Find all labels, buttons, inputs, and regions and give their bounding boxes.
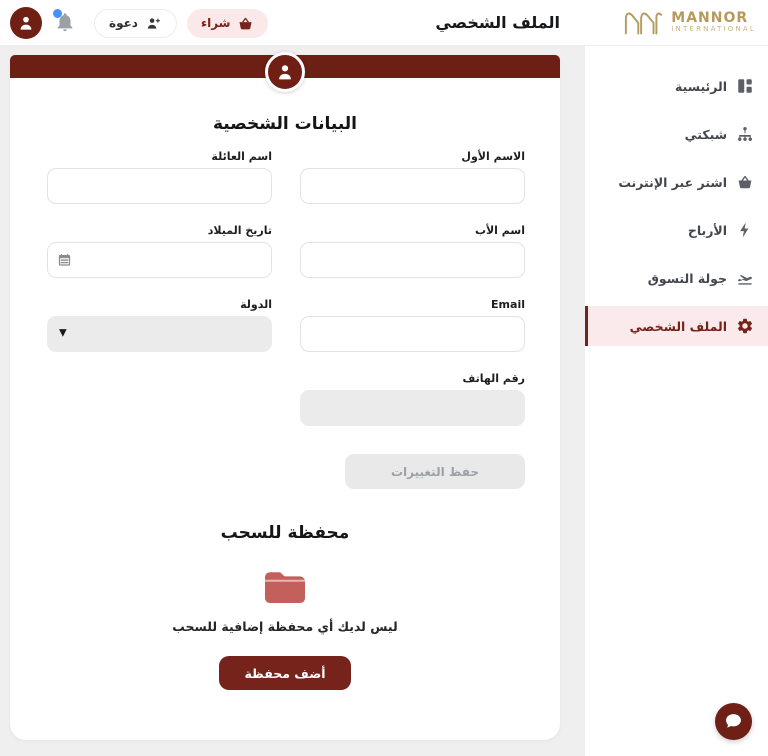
- country-select[interactable]: [47, 316, 272, 352]
- calendar-icon: [57, 253, 72, 268]
- first-name-input[interactable]: [300, 168, 525, 204]
- birth-date-input[interactable]: [47, 242, 272, 278]
- sidebar-item-earnings[interactable]: [585, 210, 768, 250]
- sidebar-nav: [585, 46, 768, 756]
- phone-input[interactable]: [300, 390, 525, 426]
- user-avatar-button[interactable]: [10, 7, 42, 39]
- country-field: [47, 298, 272, 352]
- gear-icon: [736, 317, 754, 335]
- sidebar-item-label: الملف الشخصي: [629, 318, 727, 334]
- logo-name: MANNOR: [671, 9, 749, 26]
- birth-date-field: [47, 224, 272, 278]
- basket-icon: [736, 173, 754, 191]
- save-changes-button[interactable]: حفظ التغييرات: [345, 454, 525, 489]
- family-name-field: [47, 150, 272, 204]
- notifications-button[interactable]: [54, 11, 78, 35]
- sidebar-item-label: الرئيسية: [675, 78, 727, 94]
- bolt-icon: [736, 221, 754, 239]
- family-name-label: اسم العائلة: [211, 150, 272, 163]
- wallet-heading: محفظة للسحب: [220, 523, 350, 543]
- buy-button-label: شراء: [200, 16, 231, 30]
- birth-date-label: تاريخ الميلاد: [207, 224, 272, 237]
- email-input[interactable]: [300, 316, 525, 352]
- sidebar-item-buy-online[interactable]: [585, 162, 768, 202]
- sidebar-item-label: اشتر عبر الإنترنت: [618, 174, 727, 190]
- profile-card: [10, 55, 560, 740]
- email-field: [300, 298, 525, 352]
- family-name-input[interactable]: [47, 168, 272, 204]
- first-name-label: الاسم الأول: [461, 150, 525, 163]
- first-name-field: [300, 150, 525, 204]
- phone-field: [300, 372, 525, 426]
- add-wallet-button[interactable]: أضف محفظة: [219, 656, 350, 690]
- profile-avatar[interactable]: [265, 52, 305, 92]
- father-name-field: [300, 224, 525, 278]
- dashboard-icon: [736, 77, 754, 95]
- sidebar-item-label: شبكتي: [684, 126, 727, 142]
- invite-button-label: دعوة: [109, 16, 138, 30]
- user-icon: [16, 13, 36, 33]
- basket-icon: [237, 15, 254, 32]
- personal-data-heading: البيانات الشخصية: [212, 114, 357, 134]
- sidebar-item-label: الأرباح: [687, 222, 727, 238]
- folder-icon: [256, 563, 314, 611]
- chat-fab-button[interactable]: [715, 703, 752, 740]
- sidebar-item-profile[interactable]: [585, 306, 768, 346]
- country-label: الدولة: [240, 298, 272, 311]
- user-icon: [274, 61, 296, 83]
- chevron-down-icon: ▼: [59, 327, 67, 339]
- person-add-icon: [145, 15, 162, 32]
- wallet-empty-text: ليس لديك أي محفظة إضافية للسحب: [172, 619, 398, 634]
- sidebar-item-shopping-tour[interactable]: [585, 258, 768, 298]
- phone-label: رقم الهاتف: [462, 372, 525, 385]
- chat-bubble-icon: [723, 711, 744, 732]
- mannor-logomark-icon: [623, 7, 665, 37]
- sidebar-item-network[interactable]: [585, 114, 768, 154]
- top-header: [0, 0, 768, 46]
- personal-data-form: [10, 150, 560, 426]
- notification-dot: [53, 9, 62, 18]
- buy-button[interactable]: [187, 9, 269, 38]
- father-name-label: اسم الأب: [474, 224, 525, 237]
- plane-icon: [736, 269, 754, 287]
- header-actions: [10, 8, 268, 38]
- page-title: الملف الشخصي: [435, 13, 560, 32]
- invite-button[interactable]: [94, 9, 177, 38]
- form-spacer: [47, 372, 272, 426]
- sidebar-item-home[interactable]: [585, 66, 768, 106]
- email-label: Email: [491, 298, 525, 311]
- sidebar-item-label: جولة التسوق: [647, 270, 727, 286]
- logo-subtitle: INTERNATIONAL: [671, 24, 756, 33]
- father-name-input[interactable]: [300, 242, 525, 278]
- brand-logo[interactable]: [623, 7, 756, 37]
- network-icon: [736, 125, 754, 143]
